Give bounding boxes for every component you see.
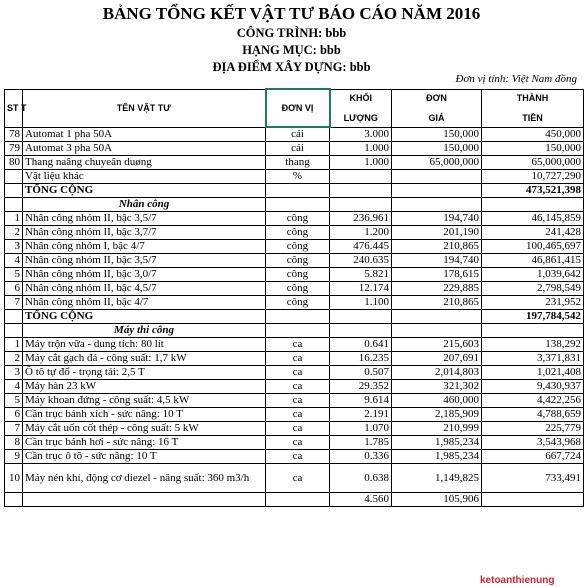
cell-unit-price[interactable]: 1,985,234: [392, 436, 482, 450]
table-row[interactable]: [5, 170, 584, 184]
cell-quantity[interactable]: 5.821: [330, 268, 392, 282]
cell-item-name[interactable]: Ô tô tự đổ - trọng tải: 2,5 T: [23, 366, 266, 380]
table-row[interactable]: [5, 282, 584, 296]
col-quantity[interactable]: KHỐI LƯỢNG: [330, 89, 392, 127]
cell-amount[interactable]: [482, 198, 584, 212]
cell-stt[interactable]: [5, 170, 23, 184]
table-row[interactable]: [5, 198, 584, 212]
cell-amount[interactable]: 3,371,831: [482, 352, 584, 366]
cell-amount[interactable]: 9,430,937: [482, 380, 584, 394]
cell-quantity[interactable]: 2.191: [330, 408, 392, 422]
cell-stt[interactable]: [5, 198, 23, 212]
table-row[interactable]: [5, 338, 584, 352]
cell-unit-price[interactable]: [392, 324, 482, 338]
cell-unit-price[interactable]: 215,603: [392, 338, 482, 352]
cell-unit[interactable]: công: [266, 226, 330, 240]
cell-amount[interactable]: 4,788,659: [482, 408, 584, 422]
table-row[interactable]: [5, 408, 584, 422]
cell-quantity[interactable]: 9.614: [330, 394, 392, 408]
cell-stt[interactable]: 7: [5, 422, 23, 436]
cell-stt[interactable]: 1: [5, 212, 23, 226]
cell-unit[interactable]: ca: [266, 464, 330, 493]
header-row: [5, 89, 584, 127]
cell-item-name[interactable]: Vật liệu khác: [23, 170, 266, 184]
cell-item-name[interactable]: Automat 3 pha 50A: [23, 142, 266, 156]
table-row[interactable]: [5, 366, 584, 380]
cell-quantity[interactable]: [330, 198, 392, 212]
cell-unit[interactable]: [266, 184, 330, 198]
watermark-logo: ketoanthienung: [480, 575, 555, 586]
cell-stt[interactable]: 6: [5, 282, 23, 296]
project-name: CÔNG TRÌNH: bbb: [236, 26, 347, 40]
table-row[interactable]: [5, 436, 584, 450]
table-row[interactable]: [5, 380, 584, 394]
cell-item-name[interactable]: Nhân công nhóm II, bậc 4,5/7: [23, 282, 266, 296]
cell-quantity[interactable]: 1.785: [330, 436, 392, 450]
cell-unit-price[interactable]: 210,865: [392, 296, 482, 310]
col-stt[interactable]: ST T: [5, 89, 23, 127]
cell-unit-price[interactable]: 201,190: [392, 226, 482, 240]
cell-stt[interactable]: [5, 493, 23, 507]
cell-quantity[interactable]: 0.336: [330, 450, 392, 464]
col-amount[interactable]: THÀNH TIỀN: [482, 89, 584, 127]
cell-unit[interactable]: ca: [266, 408, 330, 422]
table-body: [5, 127, 584, 507]
table-row[interactable]: [5, 464, 584, 493]
cell-unit-price[interactable]: 150,000: [392, 127, 482, 142]
cell-quantity[interactable]: [330, 184, 392, 198]
cell-unit[interactable]: cái: [266, 142, 330, 156]
table-row[interactable]: [5, 226, 584, 240]
cell-quantity[interactable]: 4.560: [330, 493, 392, 507]
cell-quantity[interactable]: 1.000: [330, 156, 392, 170]
cell-amount[interactable]: 46,861,415: [482, 254, 584, 268]
cell-quantity[interactable]: 16.235: [330, 352, 392, 366]
cell-unit-price[interactable]: 150,000: [392, 142, 482, 156]
cell-unit[interactable]: %: [266, 170, 330, 184]
cell-amount[interactable]: 241,428: [482, 226, 584, 240]
cell-item-name[interactable]: Cần trục bánh xích - sức nâng: 10 T: [23, 408, 266, 422]
cell-unit[interactable]: ca: [266, 380, 330, 394]
cell-quantity[interactable]: 240.635: [330, 254, 392, 268]
cell-item-name[interactable]: Nhân công nhóm II, bậc 3,7/7: [23, 226, 266, 240]
cell-item-name[interactable]: Máy cắt gạch đá - công suất: 1,7 kW: [23, 352, 266, 366]
cell-stt[interactable]: 79: [5, 142, 23, 156]
cell-quantity[interactable]: [330, 324, 392, 338]
cell-quantity[interactable]: 1.070: [330, 422, 392, 436]
cell-unit[interactable]: ca: [266, 352, 330, 366]
cell-amount[interactable]: 225,779: [482, 422, 584, 436]
cell-amount[interactable]: 450,000: [482, 127, 584, 142]
cell-unit[interactable]: ca: [266, 422, 330, 436]
cell-unit[interactable]: ca: [266, 366, 330, 380]
cell-quantity[interactable]: 0.507: [330, 366, 392, 380]
table-row[interactable]: [5, 240, 584, 254]
cell-unit[interactable]: [266, 493, 330, 507]
cell-stt[interactable]: 7: [5, 296, 23, 310]
cell-quantity[interactable]: 0.638: [330, 464, 392, 493]
cell-amount[interactable]: 100,465,697: [482, 240, 584, 254]
cell-item-name[interactable]: Cần trục ô tô - sức nâng: 10 T: [23, 450, 266, 464]
cell-item-name[interactable]: TỔNG CỘNG: [23, 310, 266, 324]
cell-stt[interactable]: 4: [5, 254, 23, 268]
cell-unit[interactable]: thang: [266, 156, 330, 170]
cell-unit-price[interactable]: [392, 170, 482, 184]
cell-item-name[interactable]: Nhân công nhóm II, bậc 4/7: [23, 296, 266, 310]
currency-unit-note: Đơn vị tính: Việt Nam đồng: [455, 73, 577, 85]
cell-unit[interactable]: [266, 310, 330, 324]
cell-item-name[interactable]: [23, 493, 266, 507]
cell-unit-price[interactable]: 194,740: [392, 212, 482, 226]
cell-stt[interactable]: 5: [5, 268, 23, 282]
table-row[interactable]: [5, 296, 584, 310]
col-item-name[interactable]: TÊN VẬT TƯ: [23, 89, 266, 127]
cell-amount[interactable]: 138,292: [482, 338, 584, 352]
cell-amount[interactable]: 1,021,408: [482, 366, 584, 380]
report-title: BẢNG TỔNG KẾT VẬT TƯ BÁO CÁO NĂM 2016: [102, 4, 481, 23]
cell-unit[interactable]: công: [266, 296, 330, 310]
cell-unit[interactable]: cái: [266, 127, 330, 142]
cell-unit-price[interactable]: [392, 184, 482, 198]
cell-unit[interactable]: công: [266, 254, 330, 268]
cell-unit-price[interactable]: 178,615: [392, 268, 482, 282]
cell-amount[interactable]: 231,952: [482, 296, 584, 310]
cell-unit[interactable]: công: [266, 212, 330, 226]
cell-quantity[interactable]: 0.641: [330, 338, 392, 352]
table-row[interactable]: [5, 184, 584, 198]
table-row[interactable]: [5, 156, 584, 170]
cell-amount[interactable]: 65,000,000: [482, 156, 584, 170]
work-item: HẠNG MỤC: bbb: [242, 43, 341, 57]
cell-unit[interactable]: công: [266, 240, 330, 254]
cell-item-name[interactable]: Automat 1 pha 50A: [23, 127, 266, 142]
table-row[interactable]: [5, 324, 584, 338]
cell-item-name[interactable]: Máy hàn 23 kW: [23, 380, 266, 394]
cell-amount[interactable]: 46,145,859: [482, 212, 584, 226]
cell-amount[interactable]: 2,798,549: [482, 282, 584, 296]
cell-amount[interactable]: 150,000: [482, 142, 584, 156]
cell-unit[interactable]: công: [266, 268, 330, 282]
cell-quantity[interactable]: 12.174: [330, 282, 392, 296]
cell-unit-price[interactable]: 210,999: [392, 422, 482, 436]
cell-unit-price[interactable]: 229,885: [392, 282, 482, 296]
cell-unit[interactable]: [266, 324, 330, 338]
cell-unit-price[interactable]: [392, 310, 482, 324]
cell-amount[interactable]: 4,422,256: [482, 394, 584, 408]
cell-quantity[interactable]: 236.961: [330, 212, 392, 226]
table-row[interactable]: [5, 352, 584, 366]
cell-item-name[interactable]: TỔNG CỘNG: [23, 184, 266, 198]
cell-stt[interactable]: 78: [5, 127, 23, 142]
cell-amount[interactable]: 733,491: [482, 464, 584, 493]
cell-item-name[interactable]: Máy trộn vữa - dung tích: 80 lít: [23, 338, 266, 352]
cell-unit[interactable]: ca: [266, 338, 330, 352]
cell-unit-price[interactable]: 65,000,000: [392, 156, 482, 170]
cell-unit-price[interactable]: [392, 198, 482, 212]
cell-item-name[interactable]: Thang naâng chuyeân duøng: [23, 156, 266, 170]
cell-amount[interactable]: [482, 493, 584, 507]
cell-quantity[interactable]: 476.445: [330, 240, 392, 254]
table-row[interactable]: [5, 394, 584, 408]
cell-unit[interactable]: ca: [266, 436, 330, 450]
table-row[interactable]: [5, 127, 584, 142]
col-unit-price[interactable]: ĐƠN GIÁ: [392, 89, 482, 127]
cell-unit[interactable]: [266, 198, 330, 212]
cell-unit[interactable]: công: [266, 282, 330, 296]
cell-item-name[interactable]: Nhân công nhóm I, bậc 4/7: [23, 240, 266, 254]
cell-stt[interactable]: 5: [5, 394, 23, 408]
cell-quantity[interactable]: 29.352: [330, 380, 392, 394]
cell-unit-price[interactable]: 2,014,803: [392, 366, 482, 380]
cell-quantity[interactable]: 1.100: [330, 296, 392, 310]
cell-stt[interactable]: 3: [5, 240, 23, 254]
cell-quantity[interactable]: 3.000: [330, 127, 392, 142]
cell-stt[interactable]: 2: [5, 352, 23, 366]
table-row[interactable]: [5, 268, 584, 282]
cell-item-name[interactable]: Máy thi công: [23, 324, 266, 338]
cell-item-name[interactable]: Cần trục bánh hơi - sức nâng: 16 T: [23, 436, 266, 450]
cell-amount[interactable]: 10,727,290: [482, 170, 584, 184]
cell-item-name[interactable]: Máy nén khí, động cơ diezel - năng suất: 360 m3/h: [23, 464, 266, 493]
cell-stt[interactable]: 8: [5, 436, 23, 450]
cell-unit-price[interactable]: 1,149,825: [392, 464, 482, 493]
cell-unit-price[interactable]: 321,302: [392, 380, 482, 394]
cell-unit-price[interactable]: 210,865: [392, 240, 482, 254]
table-row[interactable]: [5, 142, 584, 156]
cell-item-name[interactable]: Nhân công nhóm II, bậc 3,0/7: [23, 268, 266, 282]
cell-item-name[interactable]: Máy khoan đứng - công suất: 4,5 kW: [23, 394, 266, 408]
table-row[interactable]: [5, 310, 584, 324]
cell-stt[interactable]: 1: [5, 338, 23, 352]
cell-amount[interactable]: 197,784,542: [482, 310, 584, 324]
cell-quantity[interactable]: 1.200: [330, 226, 392, 240]
table-row[interactable]: [5, 450, 584, 464]
cell-unit-price[interactable]: 460,000: [392, 394, 482, 408]
cell-quantity[interactable]: [330, 310, 392, 324]
cell-amount[interactable]: 3,543,968: [482, 436, 584, 450]
cell-item-name[interactable]: Nhân công nhóm II, bậc 3,5/7: [23, 212, 266, 226]
cell-quantity[interactable]: 1.000: [330, 142, 392, 156]
cell-quantity[interactable]: [330, 170, 392, 184]
cell-amount[interactable]: 473,521,398: [482, 184, 584, 198]
cell-stt[interactable]: [5, 184, 23, 198]
cell-item-name[interactable]: Nhân công nhóm II, bậc 3,5/7: [23, 254, 266, 268]
cell-unit-price[interactable]: 105,906: [392, 493, 482, 507]
cell-stt[interactable]: [5, 324, 23, 338]
cell-stt[interactable]: 3: [5, 366, 23, 380]
table-row[interactable]: [5, 493, 584, 507]
cell-unit-price[interactable]: 194,740: [392, 254, 482, 268]
cell-stt[interactable]: 2: [5, 226, 23, 240]
cell-stt[interactable]: 9: [5, 450, 23, 464]
cell-stt[interactable]: 80: [5, 156, 23, 170]
construction-location: ĐỊA ĐIỂM XÂY DỰNG: bbb: [212, 60, 371, 74]
cell-stt[interactable]: [5, 310, 23, 324]
col-unit[interactable]: ĐƠN VỊ: [266, 89, 330, 127]
cell-item-name[interactable]: Nhân công: [23, 198, 266, 212]
cell-unit[interactable]: ca: [266, 394, 330, 408]
cell-stt[interactable]: 4: [5, 380, 23, 394]
cell-amount[interactable]: 1,039,642: [482, 268, 584, 282]
cell-unit-price[interactable]: 1,985,234: [392, 450, 482, 464]
cell-unit-price[interactable]: 2,185,909: [392, 408, 482, 422]
cell-unit[interactable]: ca: [266, 450, 330, 464]
cell-stt[interactable]: 10: [5, 464, 23, 493]
table-row[interactable]: [5, 254, 584, 268]
cell-amount[interactable]: 667,724: [482, 450, 584, 464]
cell-item-name[interactable]: Máy cắt uốn cốt thép - công suất: 5 kW: [23, 422, 266, 436]
cell-amount[interactable]: [482, 324, 584, 338]
materials-table: [4, 88, 584, 507]
table-row[interactable]: [5, 212, 584, 226]
cell-unit-price[interactable]: 207,691: [392, 352, 482, 366]
cell-stt[interactable]: 6: [5, 408, 23, 422]
table-row[interactable]: [5, 422, 584, 436]
